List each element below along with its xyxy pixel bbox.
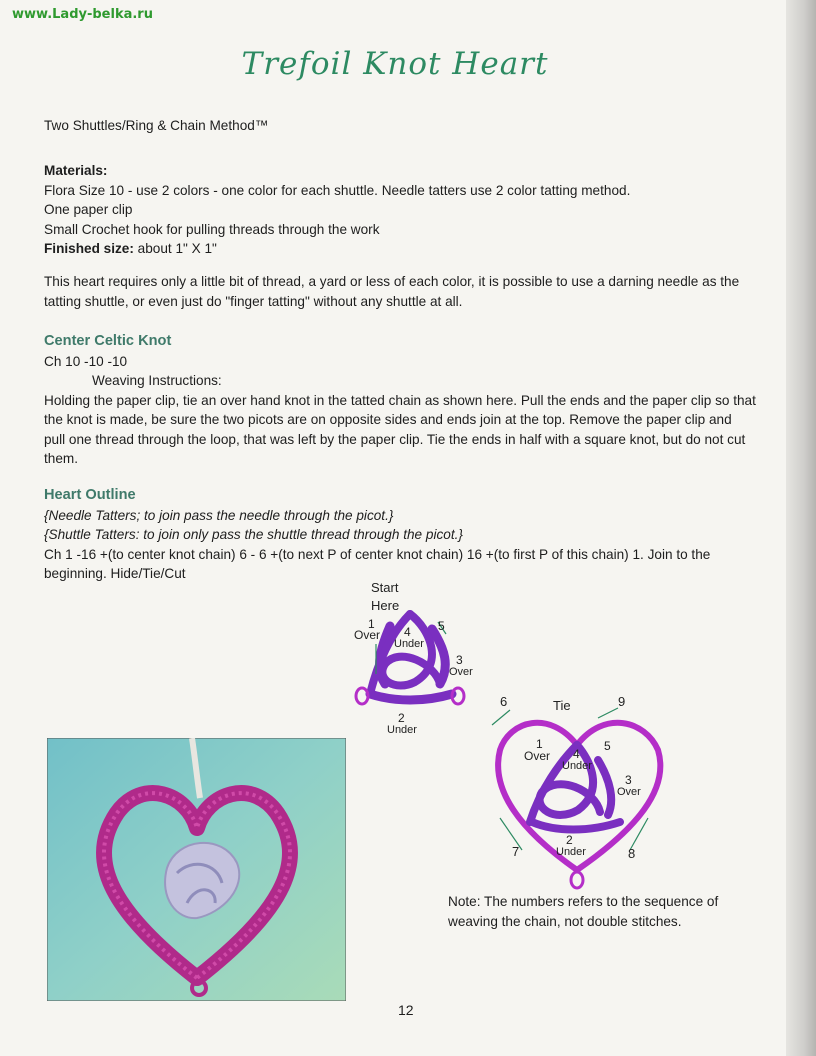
shuttle-note: {Shuttle Tatters: to join only pass the shuttle thread through the picot.} (44, 527, 463, 542)
here-label: Here (371, 598, 400, 613)
intro-paragraph: This heart requires only a little bit of thread, a yard or less of each color, it is possible to use a darning needle as the tatting shuttle, or even just do "finger tatting" without any shuttle at all. (44, 274, 740, 309)
sequence-note: Note: The numbers refers to the sequence of weaving the chain, not double stitches. (448, 894, 719, 929)
step-4-under: Under (562, 760, 592, 772)
step-1-over: Over (524, 749, 551, 763)
finished-size-value: about 1" X 1" (137, 241, 217, 256)
materials-line: Small Crochet hook for pulling threads through the work (44, 221, 380, 237)
weaving-subhead: Weaving Instructions: (92, 373, 222, 388)
step-4-under: Under (394, 638, 424, 650)
celtic-heading: Center Celtic Knot (44, 333, 172, 349)
step-5-number: 5 (438, 619, 445, 633)
start-label: Start (371, 580, 399, 595)
step-2-under: Under (556, 846, 586, 858)
step-6-number: 6 (500, 694, 508, 709)
page-title: Trefoil Knot Heart (241, 46, 549, 82)
step-4-number: 4 (404, 625, 411, 639)
heart-outline-section (44, 486, 756, 584)
trefoil-knot-diagram (340, 574, 480, 739)
materials-line: Flora Size 10 - use 2 colors - one color for each shuttle. Needle tatters use 2 color tatting method. (44, 182, 631, 198)
heart-weaving-diagram (480, 690, 680, 895)
step-3-over: Over (449, 666, 473, 678)
step-4-number: 4 (573, 747, 580, 761)
heart-body: Ch 1 -16 +(to center knot chain) 6 - 6 +(to next P of center knot chain) 16 +(to first P of this chain) 1. Join to the beginning. Hide/Tie/Cut (44, 546, 711, 581)
step-3-number: 3 (625, 773, 632, 787)
center-celtic-knot-section (44, 332, 756, 469)
celtic-chain: Ch 10 -10 -10 (44, 353, 128, 369)
step-2-under: Under (387, 724, 417, 736)
step-3-over: Over (617, 786, 641, 798)
method-line: Two Shuttles/Ring & Chain Method™ (44, 118, 269, 133)
tie-label: Tie (553, 698, 571, 713)
step-2-number: 2 (398, 711, 405, 725)
tatted-heart-photo (47, 738, 346, 1001)
needle-note: {Needle Tatters; to join pass the needle through the picot.} (44, 507, 394, 523)
finished-size-label: Finished size: (44, 241, 134, 256)
page-number: 12 (398, 1002, 414, 1018)
step-8-number: 8 (628, 846, 636, 861)
materials-line: One paper clip (44, 202, 133, 217)
materials-section (44, 161, 764, 259)
step-5-number: 5 (604, 739, 611, 753)
step-7-number: 7 (512, 844, 520, 859)
finished-size (44, 239, 764, 259)
celtic-body: Holding the paper clip, tie an over hand knot in the tatted chain as shown here. Pull the ends and the paper clip so that the knot is made, be sure the two picots are on opposite sides and ends join at the top. Remove the paper clip and pull one thread through the loop, that was left by the paper clip. Tie the ends in half with a square knot, but do not cut them. (44, 392, 756, 466)
site-watermark[interactable]: www.Lady-belka.ru (12, 7, 153, 22)
step-3-number: 3 (456, 653, 463, 667)
step-9-number: 9 (618, 694, 626, 709)
step-2-number: 2 (566, 833, 573, 847)
materials-heading: Materials: (44, 163, 108, 178)
step-1-over: Over (354, 628, 381, 642)
heart-heading: Heart Outline (44, 487, 136, 503)
step-1-number: 1 (368, 617, 375, 631)
step-1-number: 1 (536, 737, 543, 751)
page-spine-shadow (786, 0, 816, 1056)
